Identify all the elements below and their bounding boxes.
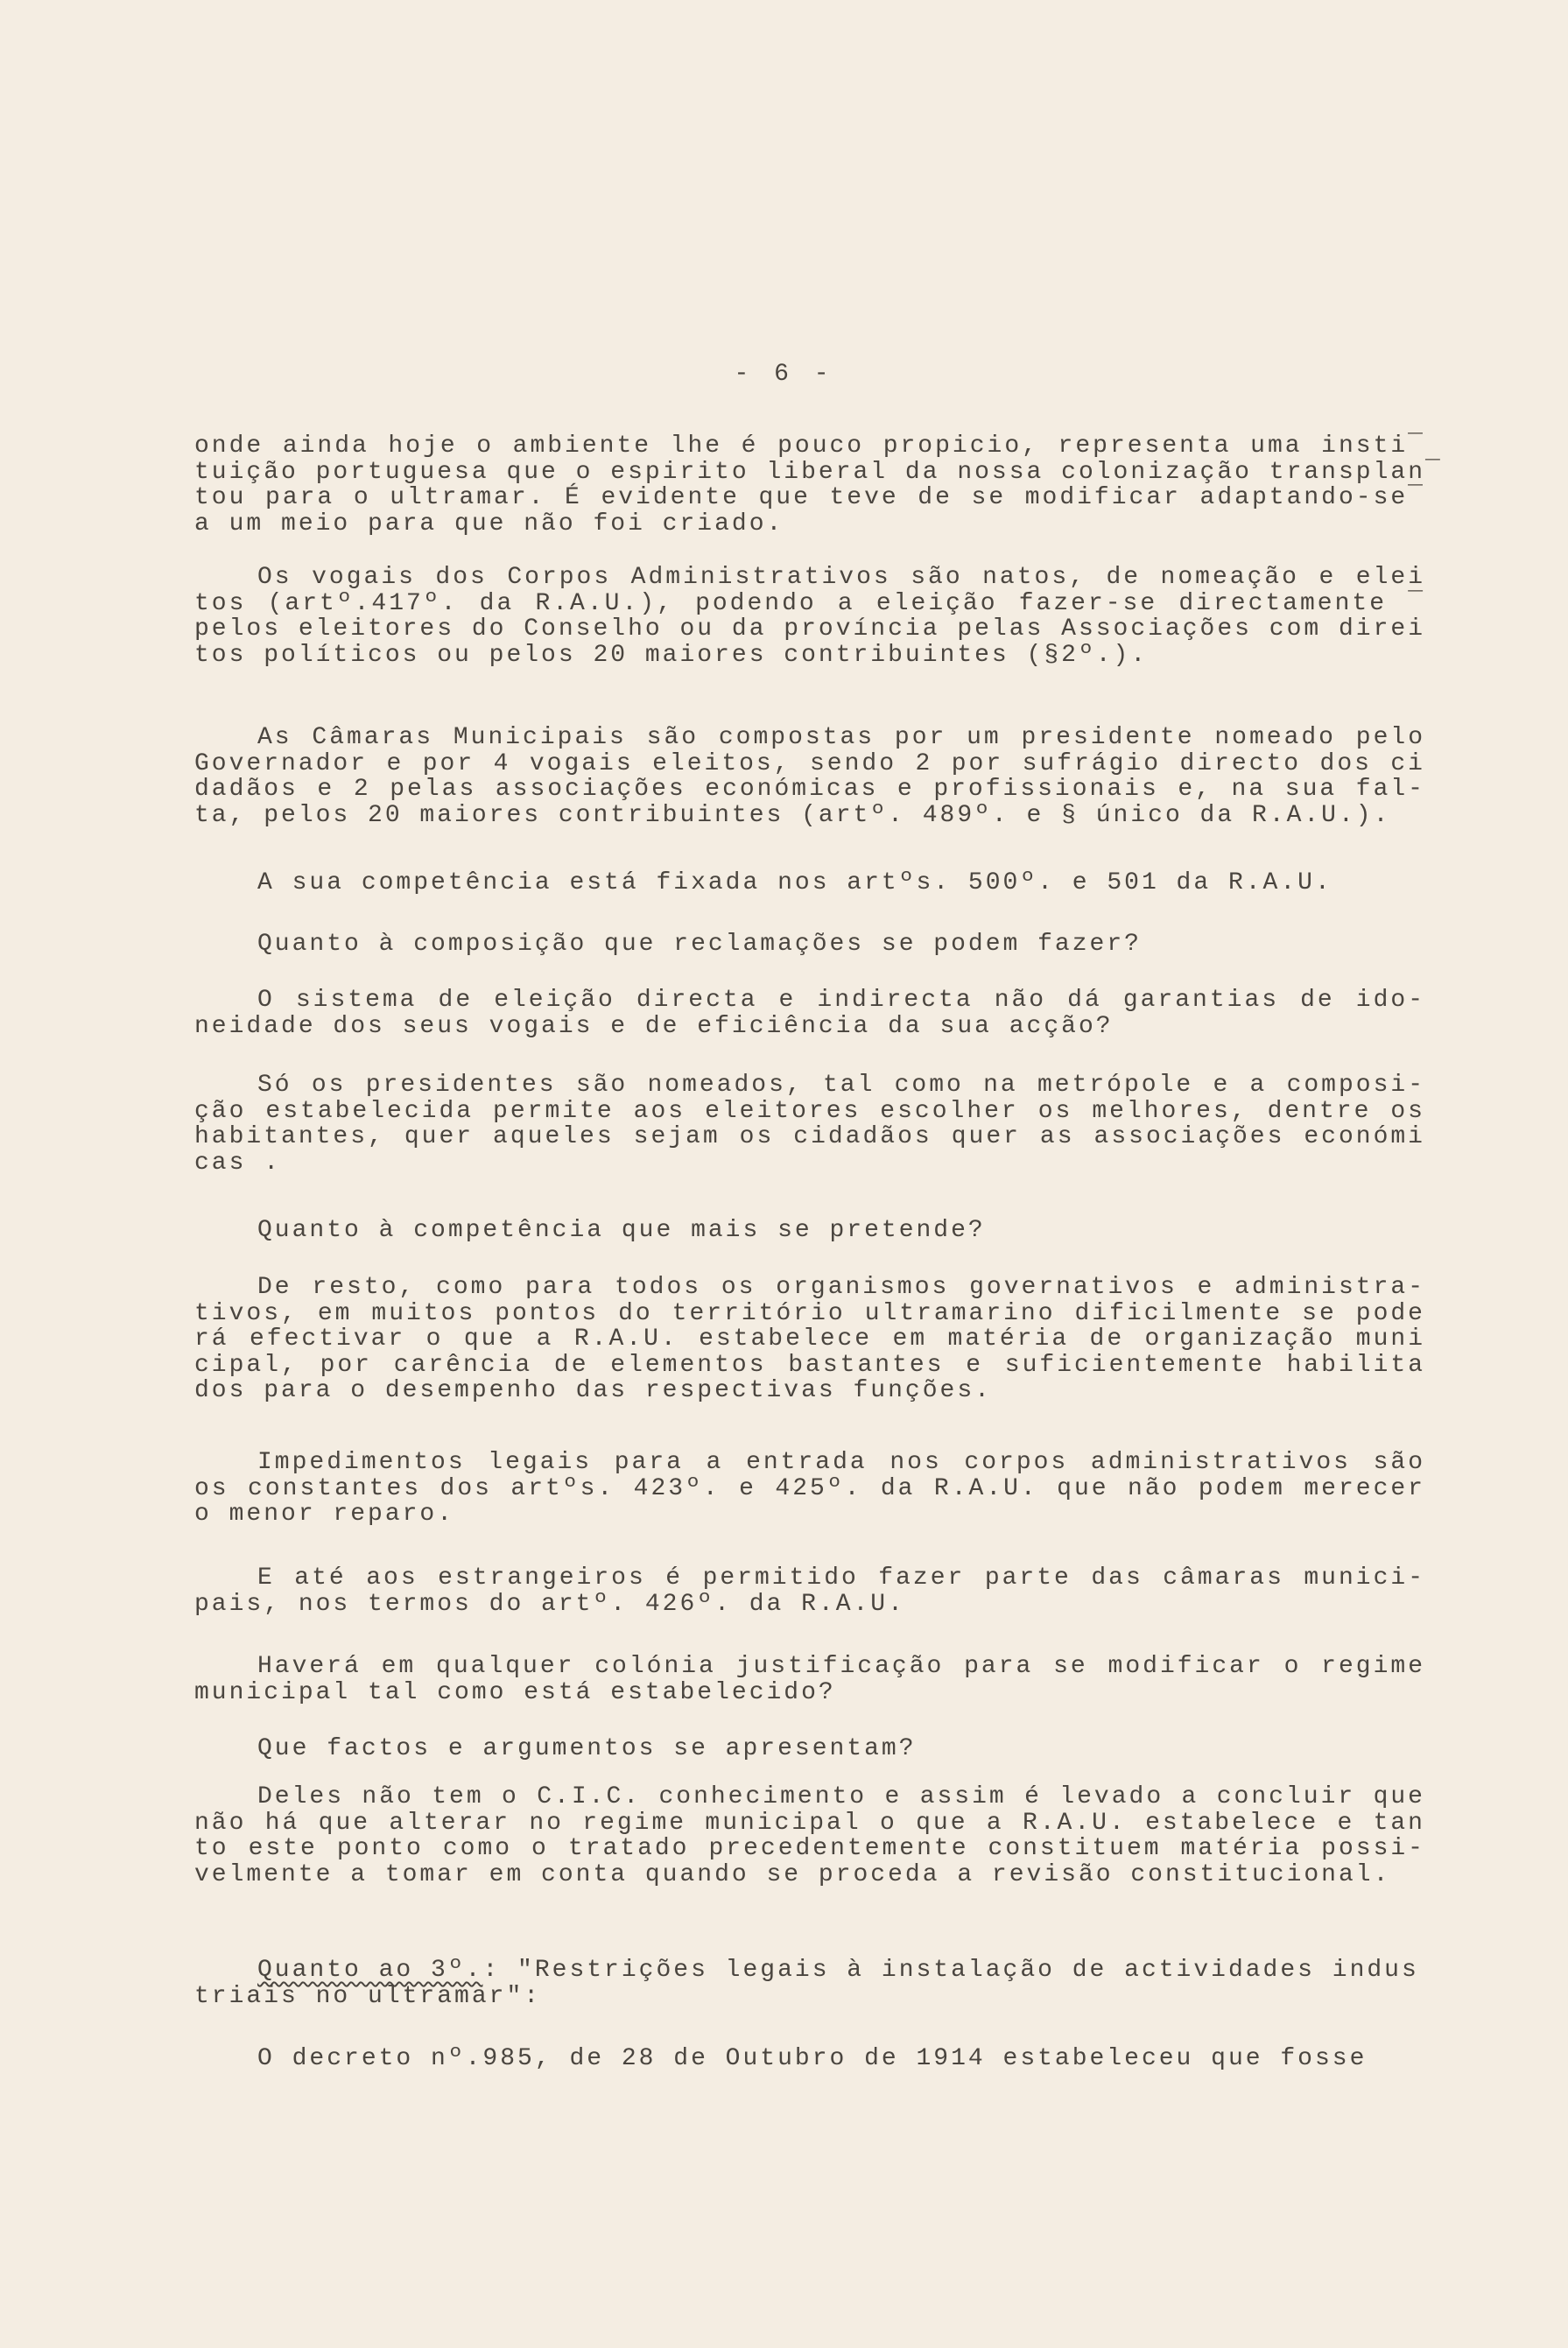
paragraph [194, 931, 1425, 958]
text-line: pais, nos termos do artº. 426º. da R.A.U. [194, 1590, 905, 1618]
section-3-paragraph [194, 1958, 1425, 2009]
text-line: velmente a tomar em conta quando se proceda a revisão constitucional. [194, 1860, 1391, 1888]
section-3-heading: Quanto ao 3º. [257, 1957, 483, 1984]
text-line: As Câmaras Municipais são compostas por um presidente nomeado pelo [257, 724, 1425, 751]
paragraph [194, 1784, 1425, 1888]
text-line: Só os presidentes são nomeados, tal como na metrópole e a composi- [257, 1072, 1425, 1099]
paragraph [194, 432, 1443, 538]
text-line: os constantes dos artºs. 423º. e 425º. da R.A.U. que não podem merecer [194, 1474, 1425, 1502]
text-line: onde ainda hoje o ambiente lhe é pouco propicio, representa uma insti¯ [194, 432, 1425, 460]
paragraph [194, 1654, 1425, 1705]
text-line: Que factos e argumentos se apresentam? [257, 1735, 917, 1762]
paragraph [194, 565, 1425, 668]
text-line: tuição portuguesa que o espirito liberal da nossa colonização transplan¯ [194, 458, 1443, 486]
text-line: Deles não tem o C.I.C. conhecimento e assim é levado a concluir que [257, 1783, 1425, 1810]
text-line: E até aos estrangeiros é permitido fazer parte das câmaras munici- [257, 1564, 1425, 1592]
paragraph [194, 1072, 1425, 1176]
text-line: tos políticos ou pelos 20 maiores contribuintes (§2º.). [194, 641, 1149, 669]
text-line: Haverá em qualquer colónia justificação para se modificar o regime [257, 1653, 1425, 1680]
text-line: habitantes, quer aqueles sejam os cidadãos quer as associações económi [194, 1123, 1425, 1150]
text-line: Impedimentos legais para a entrada nos corpos administrativos são [257, 1449, 1425, 1476]
text-line: dadãos e 2 pelas associações económicas e profissionais e, na sua fal- [194, 776, 1425, 803]
paragraph [194, 988, 1425, 1039]
text-line: rá efectivar o que a R.A.U. estabelece em matéria de organização muni [194, 1325, 1425, 1353]
text-line: to este ponto como o tratado precedentemente constituem matéria possi- [194, 1835, 1425, 1862]
paragraph [194, 725, 1425, 828]
text-line: Quanto à composição que reclamações se podem fazer? [257, 931, 1142, 958]
text-line: dos para o desempenho das respectivas funções. [194, 1377, 992, 1404]
text-line: tos (artº.417º. da R.A.U.), podendo a eleição fazer-se directamente ¯ [194, 589, 1425, 617]
text-line: pelos eleitores do Conselho ou da província pelas Associações com direi [194, 615, 1425, 643]
text-line: não há que alterar no regime municipal o que a R.A.U. estabelece e tan [194, 1809, 1425, 1837]
text-line: Quanto à competência que mais se pretende? [257, 1217, 986, 1244]
paragraph [194, 1736, 1425, 1762]
paragraph [194, 870, 1425, 896]
paragraph [194, 1450, 1425, 1528]
text-line: cipal, por carência de elementos bastantes e suficientemente habilita [194, 1351, 1425, 1379]
text-line: De resto, como para todos os organismos governativos e administra- [257, 1274, 1425, 1301]
section-3-line [194, 1958, 1425, 1984]
text-line: municipal tal como está estabelecido? [194, 1678, 836, 1706]
text-line: tivos, em muitos pontos do território ultramarino dificilmente se pode [194, 1299, 1425, 1327]
text-line: A sua competência está fixada nos artºs. 500º. e 501 da R.A.U. [257, 869, 1332, 896]
section-3-title-part2: triais no ultramar": [194, 1982, 542, 2010]
text-line: o menor reparo. [194, 1501, 455, 1528]
section-3-title-part1: : "Restrições legais à instalação de actividades indus [482, 1957, 1419, 1984]
text-line: neidade dos seus vogais e de eficiência da sua acção? [194, 1012, 1114, 1040]
text-line: O sistema de eleição directa e indirecta não dá garantias de ido- [257, 987, 1425, 1014]
paragraph [194, 1218, 1425, 1244]
closing-line: O decreto nº.985, de 28 de Outubro de 1914 estabeleceu que fosse [257, 2045, 1368, 2072]
text-line: Os vogais dos Corpos Administrativos são natos, de nomeação e elei [257, 564, 1425, 591]
text-line: tou para o ultramar. É evidente que teve de se modificar adaptando-se¯ [194, 484, 1425, 511]
text-line: Governador e por 4 vogais eleitos, sendo 2 por sufrágio directo dos ci [194, 749, 1425, 777]
text-line: a um meio para que não foi criado. [194, 510, 784, 538]
page-number: - 6 - [734, 361, 834, 388]
text-line: cas . [194, 1149, 282, 1177]
paragraph [194, 1275, 1425, 1404]
paragraph [194, 1565, 1425, 1617]
text-line: ção estabelecida permite aos eleitores escolher os melhores, dentre os [194, 1097, 1425, 1125]
closing-paragraph [194, 2046, 1425, 2072]
text-line: ta, pelos 20 maiores contribuintes (artº. 489º. e § único da R.A.U.). [194, 801, 1391, 829]
